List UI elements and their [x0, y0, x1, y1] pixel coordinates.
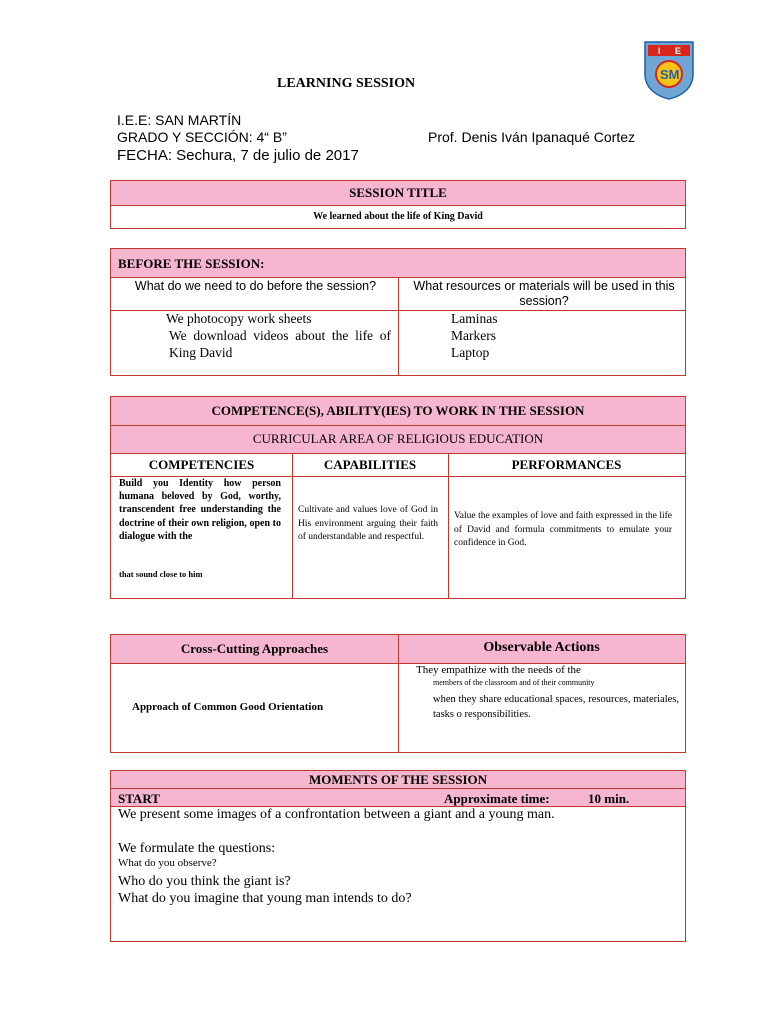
col-performances-header: PERFORMANCES	[511, 457, 622, 472]
competences-table	[110, 396, 686, 599]
session-title-heading: SESSION TITLE	[349, 185, 447, 200]
logo-monogram: SM	[660, 67, 680, 82]
before-col1-header: What do we need to do before the session?	[134, 279, 377, 293]
moments-line-5: What do you imagine that young man intends to do?	[118, 891, 412, 906]
competencies-text: Build you Identity how person humana beloved by God, worthy, transcendent free understanding the doctrine of their own religion, open to dialogue with the	[119, 478, 281, 542]
before-col2-list	[451, 310, 651, 361]
observable-action-line1: They empathize with the needs of the	[416, 664, 581, 676]
approach-name: Approach of Common Good Orientation	[132, 701, 324, 713]
moments-table	[110, 770, 686, 942]
approximate-time-label: Approximate time:	[444, 791, 550, 806]
list-item: We photocopy work sheets	[166, 311, 312, 326]
session-date: FECHA: Sechura, 7 de julio de 2017	[117, 147, 359, 164]
moments-line-1: We present some images of a confrontation between a giant and a young man.	[118, 807, 555, 822]
before-col2-header: What resources or materials will be used in this session?	[413, 279, 675, 308]
capabilities-text: Cultivate and values love of God in His environment arguing their faith of understandable and respectful.	[298, 505, 438, 542]
cross-cutting-col2-header: Observable Actions	[483, 640, 600, 655]
moments-line-2: We formulate the questions:	[118, 841, 276, 856]
session-title-value: We learned about the life of King David	[313, 211, 483, 222]
observable-action-line3: when they share educational spaces, resources, materiales, tasks o responsibilities.	[433, 694, 679, 720]
cross-cutting-table	[110, 634, 686, 753]
list-item: Markers	[451, 328, 496, 343]
list-item: Laminas	[451, 311, 498, 326]
cross-cutting-col1-header: Cross-Cutting Approaches	[180, 641, 329, 656]
grade-section: GRADO Y SECCIÓN: 4“ B”	[117, 129, 287, 145]
moments-line-4: Who do you think the giant is?	[118, 874, 291, 889]
competencies-tail: that sound close to him	[119, 569, 203, 579]
curricular-area: CURRICULAR AREA OF RELIGIOUS EDUCATION	[252, 431, 544, 446]
competences-heading: COMPETENCE(S), ABILITY(IES) TO WORK IN THE SESSION	[211, 403, 585, 418]
before-session-heading: BEFORE THE SESSION:	[118, 256, 265, 271]
moments-heading: MOMENTS OF THE SESSION	[308, 772, 488, 787]
before-col1-list	[166, 310, 401, 361]
moments-line-3: What do you observe?	[118, 857, 217, 869]
teacher-name: Prof. Denis Iván Ipanaqué Cortez	[428, 129, 636, 145]
logo-letter-e: E	[675, 46, 682, 56]
session-title-table	[110, 180, 686, 229]
start-label: START	[118, 791, 160, 806]
logo-letter-i: I	[658, 46, 661, 56]
col-capabilities-header: CAPABILITIES	[323, 457, 417, 472]
list-item: We download videos about the life of King David	[169, 328, 391, 360]
col-competencies-header: COMPETENCIES	[148, 457, 255, 472]
school-logo	[642, 40, 696, 100]
before-session-table	[110, 248, 686, 376]
approximate-time-value: 10 min.	[588, 791, 630, 806]
document-title: LEARNING SESSION	[277, 76, 416, 91]
list-item: Laptop	[451, 345, 490, 360]
observable-action-line2: members of the classroom and of their community	[433, 678, 595, 687]
performances-text: Value the examples of love and faith expressed in the life of David and formula commitments to emulate your confidence in God.	[454, 511, 672, 548]
school-name: I.E.E: SAN MARTÍN	[117, 112, 242, 128]
